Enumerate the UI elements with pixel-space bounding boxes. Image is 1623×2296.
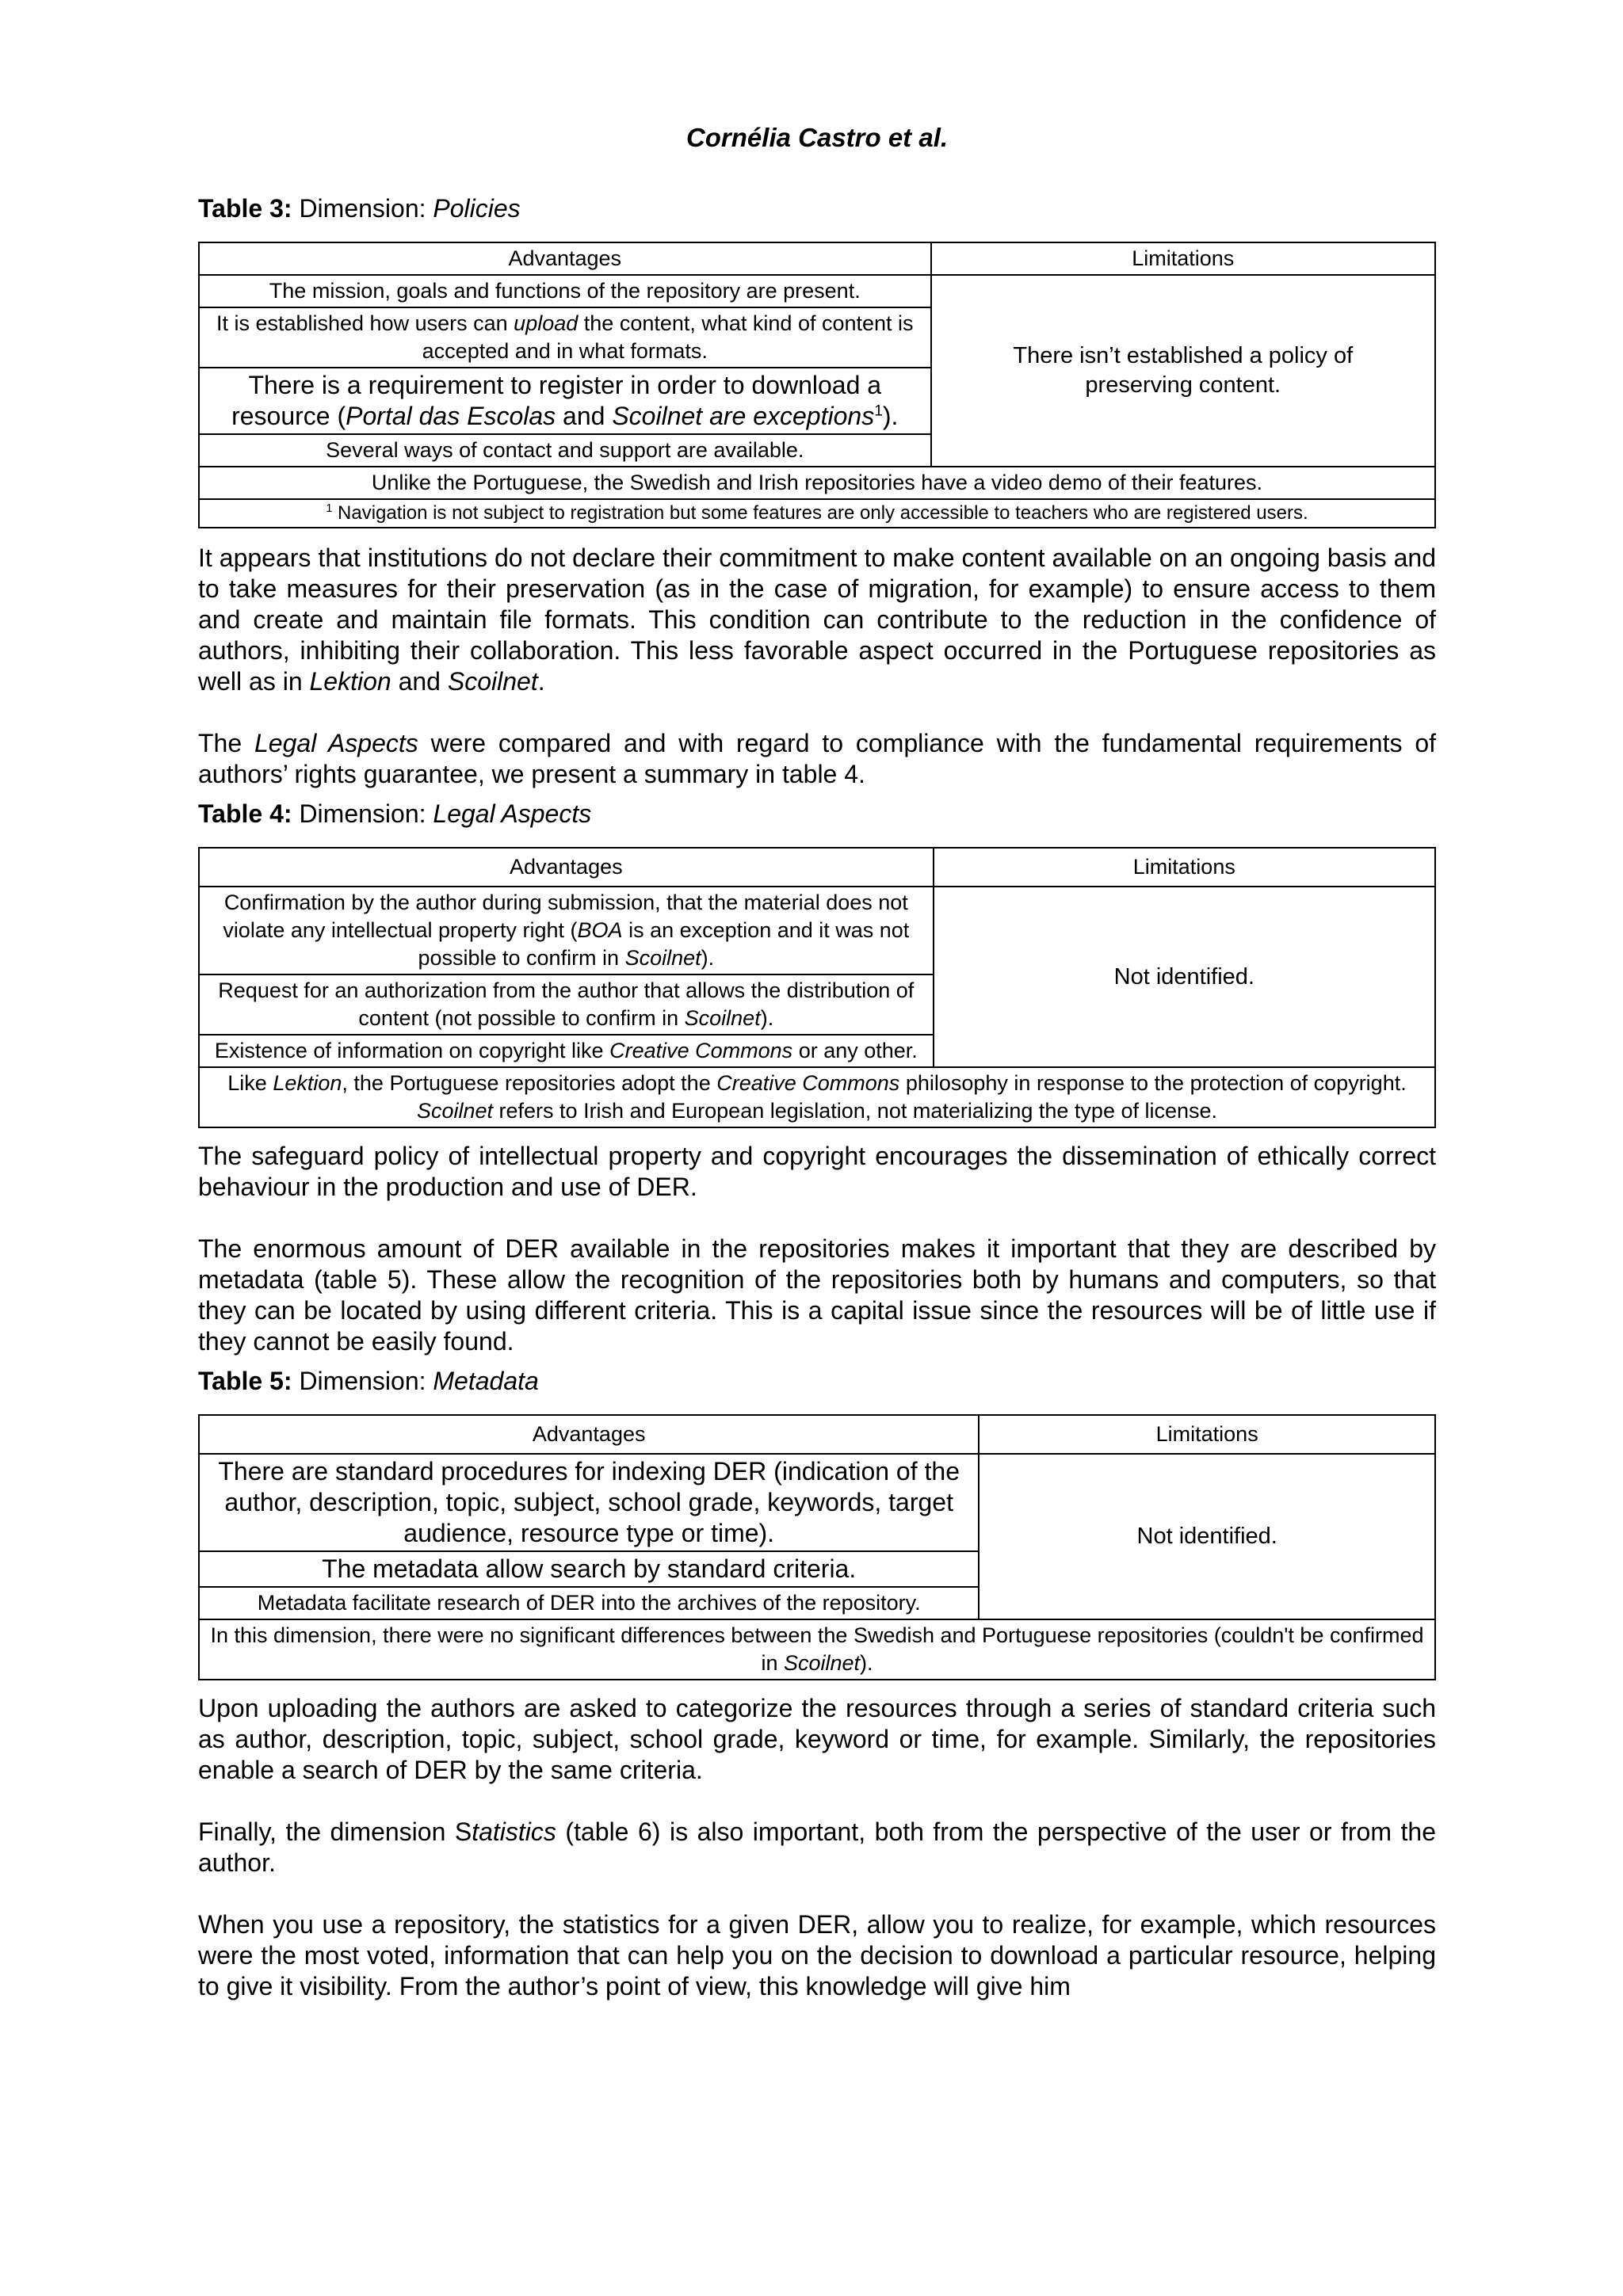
table5-advantage-1: There are standard procedures for indexing DER (indication of the author, description, topic, subject, school grade, keywords, target audience, resource type or time). — [199, 1454, 979, 1551]
table3-caption-dimension: Policies — [433, 194, 521, 223]
table5-caption-prefix: Dimension: — [299, 1367, 426, 1395]
table4-caption-prefix: Dimension: — [299, 799, 426, 828]
table3-caption-prefix: Dimension: — [299, 194, 426, 223]
table5-advantage-2: The metadata allow search by standard criteria. — [199, 1551, 979, 1587]
paragraph-6: Finally, the dimension Statistics (table 6) is also important, both from the perspective of the user or from the author. — [198, 1817, 1436, 1877]
table5-note: In this dimension, there were no significant differences between the Swedish and Portuguese repositories (couldn't be confirmed in Scoilnet). — [199, 1619, 1435, 1680]
table4-caption — [198, 798, 1436, 830]
table3-header-advantages: Advantages — [199, 242, 931, 275]
paragraph-1: It appears that institutions do not declare their commitment to make content available on an ongoing basis and to take measures for their preservation (as in the case of migration, for example) to ensure access to them and create and maintain file formats. This condition can contribute to the reduction in the confidence of authors, inhibiting their collaboration. This less favorable aspect occurred in the Portuguese repositories as well as in Lektion and Scoilnet. — [198, 543, 1436, 696]
page — [198, 123, 1436, 2002]
table4-note: Like Lektion, the Portuguese repositories adopt the Creative Commons philosophy in response to the protection of copyright. Scoilnet refers to Irish and European legislation, not materializing the type of license. — [199, 1067, 1435, 1127]
table4-advantage-3: Existence of information on copyright like Creative Commons or any other. — [199, 1035, 934, 1067]
table4-label: Table 4: — [198, 799, 292, 828]
table3-advantage-2: It is established how users can upload the content, what kind of content is accepted and in what formats. — [199, 307, 931, 368]
table5-limitation: Not identified. — [979, 1454, 1435, 1619]
paragraph-7: When you use a repository, the statistics for a given DER, allow you to realize, for example, which resources were the most voted, information that can help you on the decision to download a particular resource, helping to give it visibility. From the author’s point of view, this knowledge will give him — [198, 1910, 1436, 2000]
table3-caption — [198, 193, 1436, 224]
table3-footnote: $^1$ Navigation is not subject to registration but some features are only accessible to teachers who are registered users. — [199, 499, 1435, 528]
table4-header-advantages: Advantages — [199, 848, 934, 887]
table3-label: Table 3: — [198, 194, 292, 223]
table5 — [198, 1414, 1436, 1680]
table5-header-limitations: Limitations — [979, 1415, 1435, 1454]
table5-label: Table 5: — [198, 1367, 292, 1395]
paragraph-3: The safeguard policy of intellectual property and copyright encourages the dissemination of ethically correct behaviour in the production and use of DER. — [198, 1142, 1436, 1201]
table3-advantage-3: There is a requirement to register in order to download a resource (Portal das Escolas and Scoilnet are exceptions$^1$). — [199, 368, 931, 434]
table3-advantage-1: The mission, goals and functions of the repository are present. — [199, 275, 931, 307]
table3-advantage-4: Several ways of contact and support are available. — [199, 434, 931, 467]
table4-caption-dimension: Legal Aspects — [433, 799, 592, 828]
paragraph-2: The Legal Aspects were compared and with regard to compliance with the fundamental requirements of authors’ rights guarantee, we present a summary in table 4. — [198, 729, 1437, 788]
table4-limitation: Not identified. — [934, 887, 1435, 1067]
paragraph-4: The enormous amount of DER available in the repositories makes it important that they are described by metadata (table 5). These allow the recognition of the repositories both by humans and computers, so that they can be located by using different criteria. This is a capital issue since the resources will be of little use if they cannot be easily found. — [198, 1234, 1436, 1356]
table5-advantage-3: Metadata facilitate research of DER into the archives of the repository. — [199, 1587, 979, 1619]
table4-header-limitations: Limitations — [934, 848, 1435, 887]
running-header: Cornélia Castro et al. — [685, 123, 949, 152]
table4-advantage-2: Request for an authorization from the author that allows the distribution of content (not possible to confirm in Scoilnet). — [199, 974, 934, 1035]
table3 — [198, 242, 1436, 528]
table5-caption — [198, 1365, 1436, 1397]
table5-header-advantages: Advantages — [199, 1415, 979, 1454]
table3-limitation: There isn’t established a policy of preserving content. — [931, 275, 1435, 467]
paragraph-5: Upon uploading the authors are asked to categorize the resources through a series of standard criteria such as author, description, topic, subject, school grade, keyword or time, for example. Similarly, the repositories enable a search of DER by the same criteria. — [198, 1694, 1436, 1784]
table4 — [198, 847, 1436, 1128]
table3-header-limitations: Limitations — [931, 242, 1435, 275]
table3-note: Unlike the Portuguese, the Swedish and Irish repositories have a video demo of their features. — [199, 467, 1435, 499]
table4-advantage-1: Confirmation by the author during submission, that the material does not violate any intellectual property right (BOA is an exception and it was not possible to confirm in Scoilnet). — [199, 887, 934, 974]
table5-caption-dimension: Metadata — [433, 1367, 539, 1395]
